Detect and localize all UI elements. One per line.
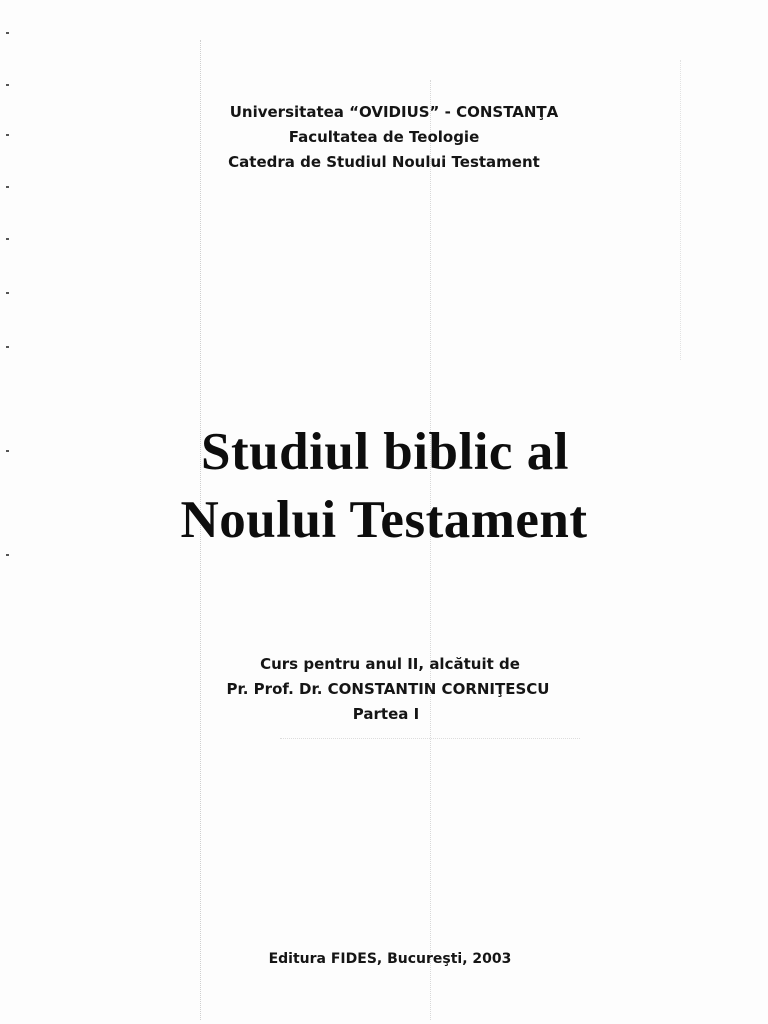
course-description: Curs pentru anul II, alcătuit de [260,655,520,673]
part-label: Partea I [352,705,420,723]
document-title [0,418,768,554]
department-name: Catedra de Studiul Noului Testament [228,153,540,171]
course-info [0,652,768,727]
publisher-imprint [0,948,768,970]
scan-artifact-line [280,738,580,739]
faculty-name: Facultatea de Teologie [288,128,480,146]
university-name: Universitatea “OVIDIUS” - CONSTANŢA [229,103,559,121]
title-line-1: Studiul biblic al [201,423,569,481]
author-name: Pr. Prof. Dr. CONSTANTIN CORNIŢESCU [226,680,550,698]
title-line-2: Noului Testament [180,491,588,549]
institution-header [0,100,768,175]
publisher-text: Editura FIDES, Bucureşti, 2003 [268,951,512,967]
